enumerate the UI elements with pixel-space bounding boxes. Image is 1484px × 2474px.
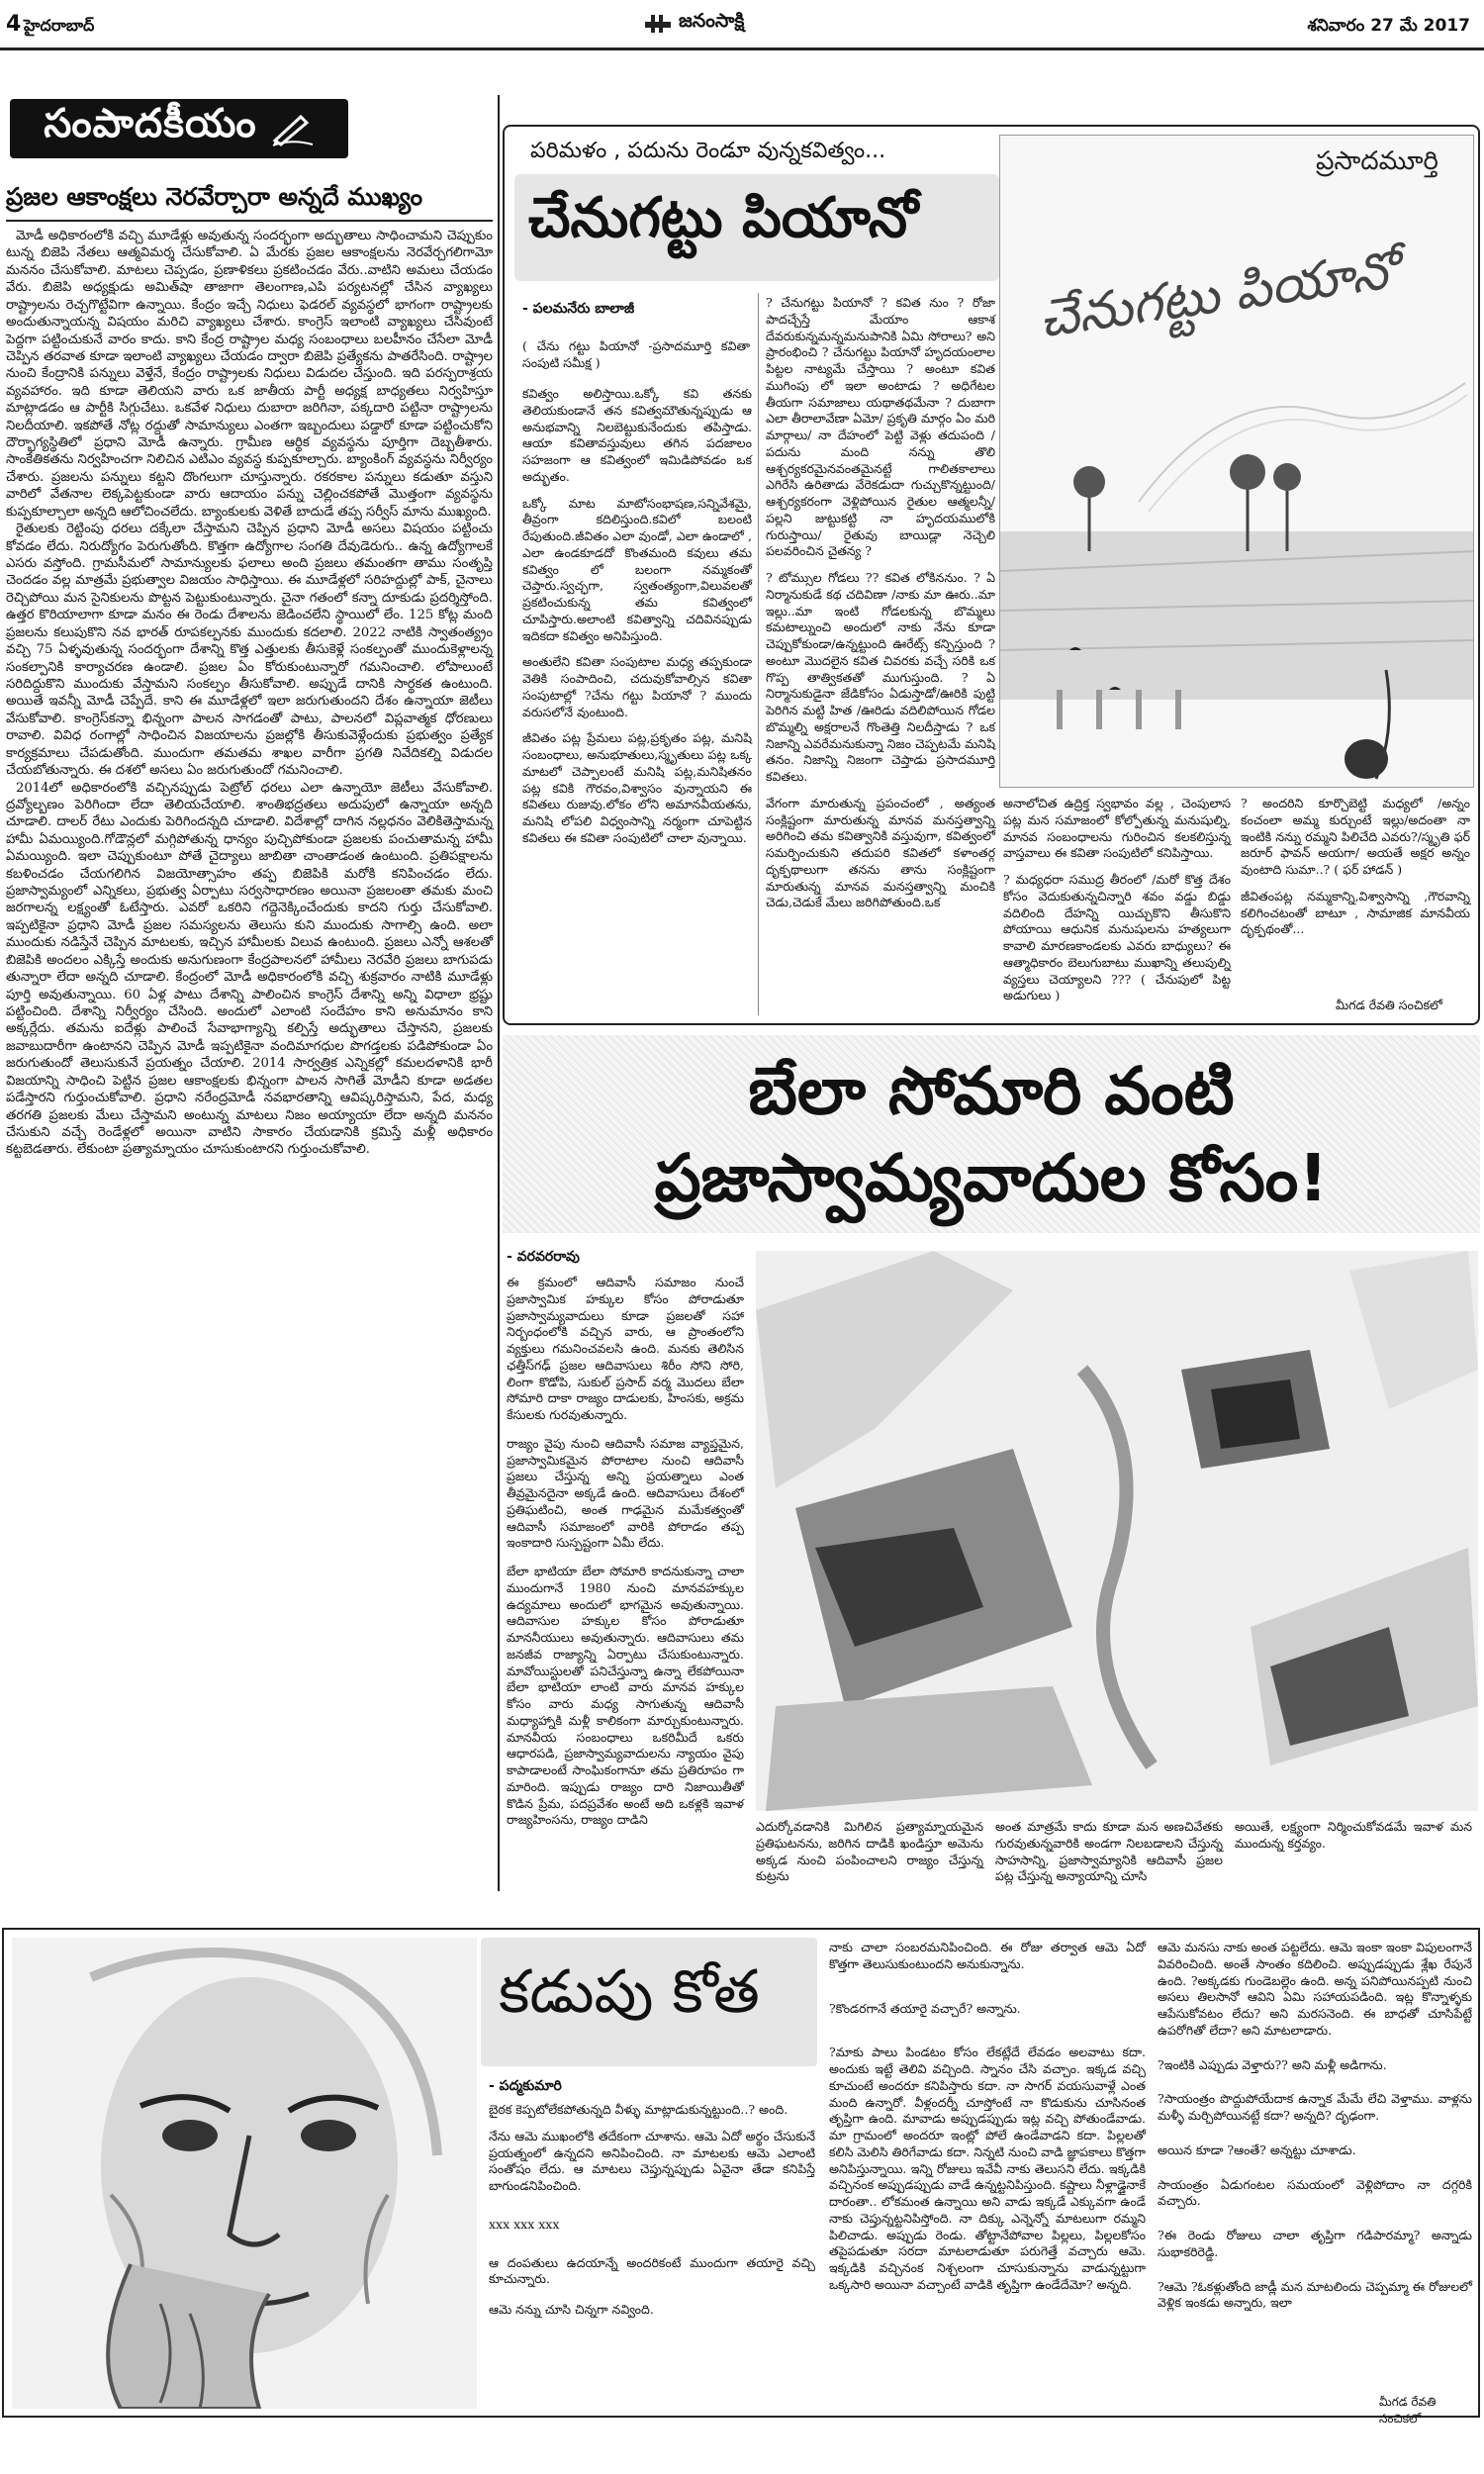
essay-paragraph: అయితే, లక్ష్యంగా నిర్మించుకోవడమే ఇవాళ మన ముందున్న కర్తవ్యం. bbox=[1235, 1819, 1472, 1851]
review-paragraph: ? టోమ్సుల గోడలు ?? కవిత లోకిననుం. ? ఏ నిర్మానుకుడే కథ చదివిణా /నాకు మా ఊరు..మా ఇల్లు..మా ఇంటి గోడలకున్న బొమ్మలు కమటాల్నుంచి అందులో నాకు నేను కూడా చెప్పుకోకుండా/ఉన్నట్టుంది ఊరేట్స్‌ కన్పిస్తుంది ? అంటూ మొదలైన కవిత చివరకు వచ్చే సరికి ఒక గొప్ప తాత్వికతతో ముగుస్తుంది. ? ఏ నిర్మానుకుడైనా జేడికోసం ఏడుస్తాడో/ఊరికి పుట్టి పెరిగిన మట్టి హిత /ఊరిడు వదిలిపోయిన గోడల బొమ్మల్ని అక్షరాలనే గొంతెత్తి నిలదీస్తాడు ? ఒక నిజాన్ని ఎవరేమనుకున్నా నిజం చెప్పటమే మనిషి తనం. నిజాన్ని నిజంగా చెప్తాడు ప్రసాదమూర్తి కవితలు. bbox=[766, 570, 995, 784]
paper-name: జనంసాక్షి bbox=[679, 10, 745, 32]
book-cover-title: చేనుగట్టు పియానో bbox=[1035, 240, 1401, 350]
book-cover-image bbox=[999, 135, 1474, 788]
review-paragraph: కవిత్వం అలిస్తాయి.ఒక్కో కవి తనకు తెలియకుండానే తన కవిత్వమౌతున్నప్పుడు ఆ అనుభవాన్ని నిలబెట్టుకునేందుకు తపిస్తాడు. ఆయా కవితావస్తువులు తగిన పదజాలం సహజంగా ఆ కవిత్వంలో ఇమిడిపోవడం ఒక అద్భుతం. bbox=[522, 386, 752, 484]
pen-icon bbox=[271, 111, 315, 146]
editorial-paragraph: మోడీ అధికారంలోకి వచ్చి మూడేళ్లు అవుతున్న సందర్భంగా అద్భుతాలు సాధించామని చెప్పుకుం టున్న బిజెపి నేతలు ఆత్మవిమర్శ చేసుకోవాలి. ఏ మేరకు ప్రజల ఆకాంక్షలను నెరవేర్చగలిగామో మననం చేసుకోవాలి. మాటలు చెప్పడం, ప్రణాళికలు ప్రకటించడం వేరు..వాటిని అమలు చేయడం వేరు. బిజెపి అధ్యక్షుడు అమిత్‌షా తాజాగా తెలంగాణ,ఎపి పర్యటనల్లో చేసిన వ్యాఖ్యలు రాష్ట్రాలను రెచ్చగొట్టేవిగా ఉన్నాయి. కేంద్రం ఇచ్చే నిధులు ఫెడరల్‌ వ్యవస్థలో భాగంగా రాష్ట్రాలకు అందుతున్నాయన్న విషయం మరిచి వ్యాఖ్యలు చేశారు. కాంగ్రెస్‌ ఇలాంటి వ్యాఖ్యలు చేసివుంటే పెద్దగా పట్టించుకునే వారం కాదు. కాని కేంద్ర రాష్ట్రాల మధ్య సంబంధాలు బలహీనం చేసేలా మోడీ చెప్పిన తరవాత కూడా ఇలాంటి వ్యాఖ్యలు చేయడం ద్వారా బిజెపి ప్రత్యేకను పాతరేసింది. రాష్ట్రాల నుంచి కేంద్రానికి పన్నులు వెళ్తేనే, కేంద్రం రాష్ట్రాలకు నిధులు విడుదల చేస్తుంది. ఇది పరస్పరాశ్రయ వ్యవహారం. ఇది కూడా తెలియని వారు ఒక జాతీయ పార్టీ అధ్యక్ష బాధ్యతలు నిర్వహిస్తూ మాట్లాడడం ఆ పార్టీకి సిగ్గుచేటు. ఒకవేళ నిధులు దుబారా జరిగినా, పక్కదారి పట్టినా రాష్ట్రాలను నిలదీయాలి. ఇకపోతే నోట్ల రద్దుతో సామాన్యులు ఎంతగా ఇబ్బందులు పడ్డారో కూడా పట్టించుకోని దౌర్భాగ్యస్థితిలో ప్రధాని మోడీ ఉన్నారు. గ్రామీణ ఆర్థిక వ్యవస్థను పూర్తిగా దెబ్బతీశారు. సాంకేతికతను నిర్వహించగా నిలిచిన ఎటిఎం వ్యవస్థ కుప్పకూల్చారు. బ్యాంకింగ్‌ వ్యవస్థను నిర్వీర్యం చేశారు. ప్రజలను పన్నులు కట్టని దొంగలుగా చూస్తున్నారు. రకరకాల పన్నులు కడుతూ వస్తుని వారిలో వేతనాల లెక్కపెట్టకుండా వారు ఆదాయం పన్ను చెల్లించకపోతే మొత్తంగా వ్యవస్థను కుప్పకూల్చాలా అన్నది ఆలోచించలేదు. బ్యాంకులకు వెళితే బాదుడే తప్ప సర్వీస్‌ మాను ముఖ్యంది. bbox=[6, 229, 493, 520]
paper-logo-icon bbox=[643, 12, 673, 36]
poetry-review-byline: - పలమనేరు బాలాజీ bbox=[522, 301, 635, 317]
story-paragraph: ?సాయంత్రం పొద్దుపోయేదాక ఉన్నాక మేమే లేచి వెళ్తాము. వాళ్లను మళ్ళీ మర్చిపోయినట్టే కదా? అన్నది? దృఢంగా. bbox=[1158, 2091, 1472, 2123]
editorial-section bbox=[6, 95, 493, 1891]
editorial-paragraph: 2014లో అధికారంలోకి వచ్చినప్పుడు పెట్రోల్‌ ధరలు ఎలా ఉన్నాయో జెటీలు వేసుకోవాలి. ద్రవ్యోల్బణం పెరిగిందా లేదా తెలియచేయాలి. శాంతిభద్రతలు అదుపులో ఉన్నాయా అన్నది చూడాలి. దాలర్‌ రేటు ఎందుకు పెరిగిందన్నది చూడాలి. విదేశాల్లో దాగిన నల్లధనం వెలికితెస్తామన్న హామీ ఏమయ్యింది.గోడౌన్లలో మగ్గిపోతున్న ధాన్యం పుచ్చిపోకుండా ప్రజలకు పంచుతామన్న హామీ ఏమయ్యింది. ఇలా చెప్పుకుంటూ పోతే చైద్యాలు జాబితా చాంతాడంత ఉంటుంది. ప్రతిపక్షాలను కబళించడం చేయగలిగిన విజయోత్సాహం తప్ప బిజెపికి మరోకి కనిపించడం లేదు. ప్రజాస్వామ్యంలో ఎన్నికలు, ప్రభుత్వ ఏర్పాటు సర్వసాధారణం అయినా ప్రజలంతా తమకు మంచి జరగాలన్న లక్ష్యంతో ఓటేస్తారు. ఎవరో ఒకరిని గద్దెనెక్కించేందుకు కాదని గుర్తు చేసుకోవాలి. ఇప్పటికైనా ప్రధాని మోడీ ప్రజల సమస్యలను తెలుసు కుని ముందుకు సాగాల్సి ఉంది. అలా ముందుకు నడిస్తేనే చెప్పిన మాటలకు, ఇచ్చిన హామీలకు విలువ ఉంటుంది. ప్రజలు ఎన్నో ఆశలతో బిజెపికి అందలం ఎక్కిస్తే అందుకు అనుగుణంగా కేంద్రపాలనలో హామీలు నెరవేరి ప్రజలు బాగుపడు తున్నారా లేదా అన్నది చూడాలి. కేంద్రంలో మోడీ అధికారంలోకి వచ్చి శుక్రవారం నాటికి మూడేళ్లు పూర్తి అవుతున్నాయి. 60 ఏళ్ల పాటు దేశాన్ని పాలించిన కాంగ్రెస్‌ దేశాన్ని అన్ని విధాలా భ్రష్టు పట్టించింది. దేశాన్ని నిర్వీర్యం చేసింది. అందులో ఎలాంటి సందేహం కాని అనుమానం కాని అక్కర్లేదు. తమను ఐదేళ్లు పాలించే సేవాభాగ్యాన్ని కల్పిస్తే అద్భుతాలు చేస్తానని, ప్రజలకు జవాబుదారీగా ఉంటానని చెప్పిన మోడీ ఇప్పటికైనా వందిమాగధుల పొగడ్తలకు పడిపోకుండా ఏం జరుగుతుందో తెలుసుకునే ప్రయత్నం చేయాలి. 2014 సార్వత్రిక ఎన్నికల్లో కమలదళానికి భారీ విజయాన్ని సాధించి పెట్టిన ప్రజల ఆకాంక్షలకు భిన్నంగా పాలన సాగితే మోడీని కూడా అడతల పడేస్తారని గుర్తుంచుకోవాలి. ప్రధాని నరేంద్రమోడీ నవభారతాన్ని ఆవిష్కరిస్తామని, పేద, మధ్య తరగతి ప్రజలకు మేలు చేస్తామని అంటున్న మాటలు నిజం అయ్యాయా లేదా అన్నది మననం చేసుకుని వచ్చే రెండేళ్లలో అయినా వాటిని సాకారం చేయడానికి క్రమిస్తే మళ్లీ అధికారం కట్టబెడతారు. లేకుంటా ప్రత్యామ్నాయం చూసుకుంటారని గుర్తుంచుకోవాలి. bbox=[6, 780, 493, 1158]
abstract-painting-image bbox=[756, 1251, 1478, 1811]
essay-paragraph: అంత మాత్రమే కాదు కూడా మన అణచివేతకు గురవుతున్నవారికి అండగా నిలబడాలని చేస్తున్న సాహసాన్ని, ప్రజాస్వామ్యానికి ఆదివాసీ ప్రజల పట్ల చేస్తున్న అన్యాయాన్ని చూసి bbox=[995, 1819, 1223, 1884]
story-paragraph: ?ఈ రెండు రోజులు చాలా తృప్తిగా గడిపారమ్మా? అన్నాడు సుభాకరిరెడ్డి. bbox=[1158, 2228, 1472, 2259]
story-paragraph: ?ఆమె ?ఓకళ్లుతోంది జాడ్లీ మన మాటలిందు చెప్పమ్మా ఈ రోజులలో వెళ్లిక ఇంకడు అన్నారు, ఇలా bbox=[1158, 2278, 1472, 2311]
story-paragraph: ఆమె మనసు నాకు అంత పట్టలేదు. ఆమె ఇంకా ఇంకా విపులంగానే వివరించింది. అంతే సాంతం కదిలించి. అప్పుడప్పుడు శ్లేఖ రేపునే ఉంది. ?అక్కడకు గుండెబల్లెం ఉంది. అన్న పనిపోయినప్పటి నుంచి అసలు తిలసానో ఆవిని ఏమి సహాయపడింది. ఇట్ల కొన్నాళ్ళకు ఆపేసుకోవటం లేదు? అని మరసనెంది. ఈ బాధతో చూసిపేట్టే ఉపరోగితో లేదా? అని మాటలాడారు. bbox=[1158, 1940, 1472, 2038]
paper-logo bbox=[643, 10, 744, 37]
story-courtesy: మీగడ రేవతి సంచికలో bbox=[1379, 2395, 1437, 2426]
story-paragraph: ఆ దంపతులు ఉదయాన్నే అందరికంటే ముందుగా తయారై వచ్చి కూచున్నారు. bbox=[489, 2254, 815, 2287]
poetry-review-box bbox=[503, 125, 1480, 1025]
story-paragraph: నేను ఆమె ముఖంలోకి తదేకంగా చూశాను. ఆమె ఏదో అర్థం చేసుకునే ప్రయత్నంలో ఉన్నదని అనిపించింది. నా మాటలకు ఆమె ఎలాంటి సంతోషం లేదు. ఆ మాటలు చెప్తున్నప్పుడు ఏవైనా తేడా కనిపిస్తే బాగుండనిపించింది. bbox=[489, 2128, 815, 2193]
review-paragraph: ? అందరిని కూర్చొబెట్టి మధ్యలో /అన్నం కంచంలా అమ్మ కుర్చుంటే ఇల్లు/అదంతా నా ఇంటికి నన్ను రమ్మని పిలిచేది ఎవరు?/స్మృతి ఫర్‌ జరూర్‌ ఫావన్‌ అయగా/ అయతే అక్షర అన్నం వుంటాది సుమా..? ( ఫర్‌ హాడన్‌ ) bbox=[1241, 796, 1470, 877]
review-paragraph: అనాలోచిత ఉద్రిక్త స్వభావం వల్ల , చెంపులాస పట్ల మన సమాజంలో కోల్పోతున్న మనుషుల్ని, మానవ సంబంధాలను గురించిన కలకలిస్తున్న వాస్తవాలు ఈ కవితా సంపుటిలో కనిపిస్తాయి. bbox=[1003, 796, 1231, 861]
editorial-paragraph: రైతులకు రెట్టింపు ధరలు దక్కేలా చేస్తామని చెప్పిన ప్రధాని మోడీ అసలు విషయం పట్టించు కోవడం లేదు. నిరుద్యోగం పెరుగుతోంది. కొత్తగా ఉద్యోగాల సంగతి దేవుడెరుగు.. ఉన్న ఉద్యోగాలకే ఎసరు వస్తోంది. గ్రామసీమలో సామాన్యులకు ఫలాలు అంది ప్రజలు తమంతగా తాము సంతృప్తి చెందడం వల్ల మాత్రమే ప్రభుత్వాల విజయం సాధిస్తాయి. ఈ మూడేళ్లలో సరిహద్దుల్లో పాక్‌, చైనాలు రెచ్చిపోయి మన సైనికులను పొట్టన పెట్టుకుంటున్నారు. చైనా గతంలో కన్నా దూకుడు ప్రదర్శిస్తోంది. ఉత్తర కొరియాలాగా కూడా మనం ఈ రెండు దేశాలను జెడించలేని స్థాయిలో లేం. 125 కోట్ల మంది ప్రజలను కలుపుకొని నవ భారత్‌ రూపకల్పనకు ముందుకు కదలాలి. 2022 నాటికి స్వాతంత్య్రం వచ్చి 75 ఏళ్ళవుతున్న సందర్భంగా దేశాన్ని కొత్త ఎత్తులకు తీసుకెళ్లే సంకల్పంతో ముందుకెళ్లాలన్న సంకల్పానికి కార్యాచరణ ఉండాలి. ప్రజల ఏం కోరుకుంటున్నారో గమనించాలి. లోపాలుంటే సరిదిద్దుకొని ముందుకు వేస్తామని సంకల్పం తీసుకోవాలి. అప్పుడే దానికి సార్థకత ఉంటుంది. అయితే ఇవన్నీ మోడీ చెప్పేదే. కాని ఈ మూడేళ్లలో ఇలా జరుగుతుందని దేశం ఉన్నాయా జెటీలు వేసుకోవాలి. కాంగ్రెస్‌కన్నా భిన్నంగా పాలన సాగడంతో పాటు, పాలనలో విప్లవాత్మక ధోరణులు రావాలి. వివిధ రంగాల్లో సాధించిన విజయాలను ప్రజల్లోకి తీసుకువెళ్లేందుకు ప్రభుత్వం ప్రత్యేక కార్యక్రమాలు చేపడుతోంది. ముందుగా తమతమ శాఖల వారీగా ప్రగతి నివేదికల్ని విడుదల చేయబోతున్నారు. ఈ దశలో అసలు ఏం జరుగుతుందో గమనించాలి. bbox=[6, 522, 493, 779]
review-paragraph: జీవితంపట్ల నమ్మకాన్ని,విశ్వాసాన్ని ,గౌరవాన్ని కలిగించటంతో బాటూ , సామాజిక మానవీయ దృక్పథంతో... bbox=[1241, 888, 1470, 937]
review-paragraph: ఒక్కో మాట మాటోసంభాషణ,సన్నివేశమై, తీవ్రంగా కదిలిస్తుంది.కవిలో బలంటి రేపుతుంది.జీవితం ఎలా వుండో, ఎలా ఉండాలో , ఎలా ఉండకూడదో కొంతమంది కవులు తమ కవిత్వం లో బలంగా నమ్మకంతో చెప్తారు.స్వచ్ఛగా, స్వతంత్యంగా,విలువలతో ప్రకటించుకున్న తమ కవిత్వంలో చూపిస్తారు.అలాంటి కవిత్వాన్ని చదివినప్పుడు ఇదికదా కవిత్వం అనిపిస్తుంది. bbox=[522, 495, 752, 643]
story-paragraph: అయిన కూడా ?ఆంతే? అన్నట్టు చూశాడు. bbox=[1158, 2141, 1356, 2157]
editorial-rule bbox=[6, 220, 493, 222]
column-divider bbox=[498, 95, 500, 1891]
story-paragraph: ఆమె నన్ను చూసి చిన్నగా నవ్వింది. bbox=[489, 2302, 654, 2317]
review-courtesy: మీగడ రేవతి సంచికలో bbox=[1336, 998, 1442, 1012]
poetry-review-subtitle: ( చేను గట్టు పియానో -ప్రసాదమూర్తి కవితా సంపుటి సమీక్ష ) bbox=[522, 338, 750, 370]
editorial-banner-title: సంపాదకీయం bbox=[44, 101, 257, 146]
story-paragraph: ?ఇంటికి ఎప్పుడు వెళ్తారు?? అని మళ్లీ అడిగాను. bbox=[1158, 2056, 1387, 2072]
review-paragraph: ? చేనుగట్టు పియానో ? కవిత నుం ? రోజా పాదచ్చేస్తే మేయాం ఆకాశ దేవరుకున్నమన్నమనుపానికి ఏమి సోరాలు? అని ప్రారంభించి ? చేనుగట్టు పియానో హృదయంలాల పిట్టల నాట్యమే చేస్తాయి ? అంటూ కవిత ముగింపు లో ఇలా అంటాడు ? అధిగేటల తీయగా సమాజాలు యథాతథమేనా ? దుబాగా ఎలా తీరాలావేణా ఏమో/ ప్రకృతి మార్గం ఏం మరి మార్గాలు/ నా దేహంలో పెట్టి వెళ్లు తదుపంది / పదును మంది నన్ను తొలి ఆశ్చర్యకరమైనవంతమైనట్టే గాలితకాలాలు ఎగిరేసి ఉరితాడు వేరెకడుదా గుచ్చుకొన్నట్టుంది/ఆశ్చర్యకరంగా వెళ్లిపోయిన రైతుల ఆత్మలన్నీ/ పల్లని జుట్టుకట్టి నా హృదయములోకి గురుస్తాయి/ రైతువు బాయిడ్లా నెచ్చెలి పలవరించిన చైతన్య ? bbox=[766, 295, 995, 559]
essay-paragraph: రాజ్యం వైపు నుంచి ఆదివాసీ సమాజ వ్యాప్తమైన, ప్రజాస్వామికమైన పోరాటాల నుంచి ఆదివాసీ ప్రజలు చేస్తున్న అన్ని ప్రయత్నాలు ఎంత తీవ్రమైనదైనా అక్కడే ఉంది. ఆదివాసులు దేశంలో ప్రతిఘటించి, అంత గాఢమైన మమేకత్వంతో ఆదివాసీ సమాజంలో వారికి పోరాడం తప్ప ఇంకాదారి సుస్పష్టంగా ఏమీ లేదు. bbox=[507, 1435, 744, 1551]
essay-paragraph: ఈ క్రమంలో ఆదివాసీ సమాజం నుంచే ప్రజాస్వామిక హక్కుల కోసం పోరాడుతూ ప్రజాస్వామ్యవాదులు కూడా ప్రజలతో సహా నిర్బంధంలోకి వచ్చిన వారు, ఆ ప్రాంతంలోని వ్యక్తులు గమనించవలసి ఉంది. మనకు తెలిసిన ఛత్తీస్‌గఢ్‌ ప్రజల ఆదివాసులు శిరీం సోని సోరి, లింగా కొడోపి, సుకుల్‌ ప్రసాద్‌ వర్మ మొదలు బేలా సోమారి దాకా రాజ్యం దాడులకు, హింసకు, అక్రమ కేసులకు గురవుతున్నారు. bbox=[507, 1275, 744, 1422]
editorial-banner bbox=[10, 99, 348, 158]
essay-paragraph: బేలా భాటియా బేలా సోమారి కాదనుకున్నా చాలా ముందుగానే 1980 నుంచి మానవహక్కుల ఉద్యమాలు అందులో భాగమైన అవుతున్నాయి. ఆదివాసుల హక్కుల కోసం పోరాడుతూ మాననీయులు అవుతున్నారు. ఆదివాసులు తమ జనజీవ రాజ్యాన్ని ఏర్పాటు చేసుకుంటున్నారు. మావోయిస్టులతో పనిచేస్తున్నా ఉన్నా లేకపోయినా బేలా భాటియా లాంటి వారు మానవ హక్కుల కోసం వారు మధ్య సాగుతున్న ఆదివాసీ మధ్యాహ్నాకి మళ్లీ కాలికంగా మార్చుకుంటున్నారు. మానవీయ సంబంధాలు ఒకరిమీదే ఒకరు ఆధారపడి, ప్రజాస్వామ్యవాదులను న్యాయం వైపు కాపాడాలంటే సాంఘికంగానూ తమ ప్రతిరూపం గా మారింది. ఇప్పుడు రాజ్యం దారి నిజాయితీతో కొడిన ప్రేమ, పదప్రవేశం అంటే అది ఒకళ్లకి ఇవాళ రాజ్యహింసను, రాజ్యం దాడిని bbox=[507, 1564, 744, 1828]
review-paragraph: వేగంగా మారుతున్న ప్రపంచంలో , అత్యంత సంక్లిష్టంగా మారుతున్న మానవ మనస్తత్వాన్ని అరిగించి తమ కవిత్వానికి వస్తువుగా, కవిత్వంలో సమర్పించుకుని తదుపరి కవితలో కళాంతర్గ దృక్పథాలుగా తనను తాను సంక్లిష్టంగా మారుతున్న మానవ మనస్తత్వాన్ని మంచికి చెడు,చెడుకే మేలు జరిగిపోతుంది.ఒక bbox=[766, 795, 995, 910]
editorial-headline: ప్రజల ఆకాంక్షలు నెరవేర్చారా అన్నదే ముఖ్యం bbox=[6, 182, 422, 211]
story-title: కడుపు కోత bbox=[499, 1957, 760, 2027]
issue-date: శనివారం 27 మే 2017 bbox=[1307, 16, 1470, 36]
poetry-review-title: చేనుగట్టు పియానో bbox=[528, 186, 919, 250]
story-byline: - పద్మకుమారి bbox=[489, 2078, 562, 2094]
story-paragraph: ?కొండరగానే తయారై వచ్చారే? అన్నాను. bbox=[829, 2000, 1021, 2016]
essay-headline-line1: బేలా సోమారి వంటి bbox=[748, 1053, 1235, 1129]
story-paragraph: ?మాకు పాలు పిండటం కోసం లేకట్లేదే లేవడం అలవాటు కదా. అందుకు ఇట్టే తెలివి వచ్చింది. స్నానం చేసి వచ్చాం. ఇక్కడ వచ్చి కూచుంటే అందరూ కనిపిస్తారు కదా. నా సాగర్‌ వయసువాళ్లే ఎంత మంది ఉన్నారో. వీళ్లందర్నీ చూస్తోంటే నా కొడుకును చూసినంత తృప్తిగా ఉంది. మావాడు అప్పుడప్పుడు ఇట్ల వచ్చి పోతుండేవాడు. మా గ్రామంలో అందరూ ఇంట్లో పోలే ఉండేవాడని కదా. పిల్లలతో కలిసి మెలిసి తిరిగేవాడు కదా. నిన్నటి నుంచి వాడి జ్ఞాపకాలు కొత్తగా అనిపిస్తున్నాయి. ఇన్ని రోజులు ఇవేవీ నాకు తెలుసని లేదు. ఇక్కడికి వచ్చినంక అప్పుడప్పుడు వాడే ఉన్నట్టనిపిస్తుంది. కష్టాలు నీళ్లాడ్డైనాకే దారంతా.. లోకమంత ఉన్నాయి అని వాడు ఇక్కడే ఎక్కువగా ఉండే నాకు చెప్తున్నట్టనిపిస్తోంది. నా దిక్కు ఎన్నెన్నో మాటలుగా రమ్మని పిలిచాడు. అప్పుడు రెండు. తోట్టానేపోవాల పిల్లలు, పిల్లలకోసం తపైపడుతూ సరదా మాటలాడుతూ పరుగెత్తే వచ్చారు ఆమె. ఇక్కడికి వచ్చినంక నిశ్చలంగా చూసుకున్నాను వాడున్నట్టుగా ఒక్కసారి అయినా వచ్చాంటే వాడికి తృప్తిగా ఉండేదేమో? అన్నది. bbox=[829, 2045, 1146, 2292]
review-column-rule bbox=[758, 293, 759, 1015]
essay-paragraph: ఎదుర్కోవడానికి మిగిలిన ప్రత్యామ్నాయమైన ప్రతిఘటనను, జరిగిన దాడికి ఖండిస్తూ అమెను అక్కడ నుంచి పంపించాలని రాజ్యం చేస్తున్న కుట్రను bbox=[756, 1819, 983, 1884]
story-paragraph: నాకు చాలా సంబరమనిపించింది. ఈ రోజు తర్వాత ఆమె ఏదో కొత్తగా తెలుసుకుంటుందని అనుకున్నాను. bbox=[829, 1940, 1146, 1971]
story-separator: xxx xxx xxx bbox=[489, 2216, 560, 2232]
review-paragraph: అంతులేని కవితా సంపుటాల మధ్య తప్పకుండా వెతికి సంపాదించి, చదువుకోవాల్సిన కవితా సంపుటాల్లో ?చేను గట్టు పియానో ? ముందు వరుసలోనే వుంటుంది. bbox=[522, 654, 752, 719]
elderly-woman-portrait-image bbox=[12, 1938, 477, 2409]
book-cover-author: ప్రసాదమూర్తి bbox=[1316, 146, 1438, 176]
story-paragraph: సాయంత్రం ఏడుగంటల సమయంలో వెళ్లిపోదాం నా దగ్గరికి వచ్చారు. bbox=[1158, 2176, 1472, 2209]
page-number: 4 bbox=[6, 12, 22, 37]
essay-headline-line2: ప్రజాస్వామ్యవాదుల కోసం! bbox=[654, 1140, 1329, 1216]
poetry-review-kicker: పరిమళం , పదును రెండూ వున్నకవిత్వం... bbox=[530, 139, 886, 163]
review-paragraph: జీవితం పట్ల ప్రేమలు పట్ల,ప్రకృతం పట్ల, మనిషి సంబంధాలు, అనుభూతులు,స్మృతులు పట్ల ఒక్క మాటలో చెప్పాలంటే మనిషి పట్ల,మనిషితనం పట్ల కవికి గౌరవం,విశ్వాసం వున్నాయని ఈ కవితలు రుజువు.లోకం లోని అమానవీయతను, మనిషి లోపలి విధ్వంసాన్ని నర్మంగా చూపెట్టిన కవితలు ఈ కవితా సంపుటిలో చాలా వున్నాయి. bbox=[522, 730, 752, 845]
city-label: హైదరాబాద్‌ bbox=[24, 16, 95, 35]
masthead bbox=[0, 0, 1484, 59]
essay-byline: - వరవరరావు bbox=[507, 1249, 580, 1265]
story-box bbox=[2, 1928, 1480, 2426]
essay-section bbox=[503, 1035, 1480, 1894]
story-paragraph: బైఠక కెప్పటోలేకపోతున్నది వీళ్ళు మాట్లాడుకున్నట్టుంది..? అంది. bbox=[489, 2102, 788, 2117]
masthead-rule bbox=[0, 48, 1484, 50]
review-paragraph: ? మధ్యధరా సముద్ర తీరంలో /మరో కొత్త దేశం కోసం వెదుకుతున్నచిన్నారి శవం వడ్డు బిడ్డు వదిలింది దేహన్ని యిచ్చుకొని తీసుకొని పోయాయి ఆధునిక మనుషులను హత్యలుగా కావాలి మారణకాండలకు ఎవరు బాధ్యులు? ఈ ఆత్మాధికారం బెలుగుబాటు ముఖాన్ని తలుపుల్ని వ్యస్తలు చెయ్యాలని ??? ( చేనుపులో పిట్ట అడుగులు ) bbox=[1003, 872, 1231, 1003]
